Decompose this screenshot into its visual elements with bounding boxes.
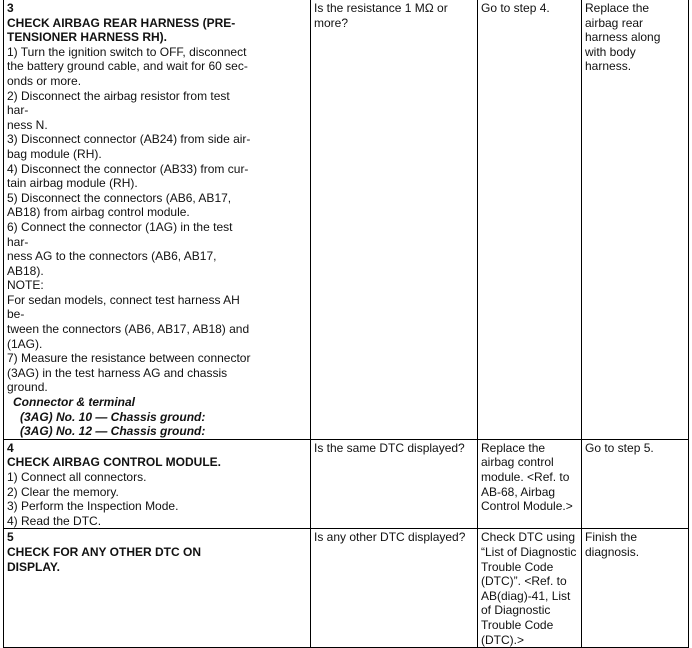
instruction-line: ness AG to the connectors (AB6, AB17, AB18). (7, 249, 217, 278)
instruction-line: 1) Turn the ignition switch to OFF, disconnect (7, 44, 247, 59)
check-cell: Is any other DTC displayed? (311, 529, 478, 648)
table-row (4, 529, 689, 648)
table-row (4, 439, 689, 529)
step-description (7, 16, 253, 439)
step-description (7, 455, 253, 528)
spec-line: (3AG) No. 10 — Chassis ground: (20, 409, 206, 424)
step-number: 5 (7, 530, 14, 545)
yes-cell: Check DTC using “List of Diagnostic Trouble Code (DTC)”. <Ref. to AB(diag)-41, List of Diagnostic Trouble Code (DTC).> (478, 529, 582, 648)
no-cell: Finish the diagnosis. (582, 529, 689, 648)
instruction-line: 2) Disconnect the airbag resistor from test har- (7, 88, 230, 118)
step-description (7, 545, 253, 574)
spec-heading: Connector & terminal (13, 395, 136, 410)
instruction-line: 3) Disconnect connector (AB24) from side air- (7, 132, 251, 147)
diagnostic-procedure-table (3, 0, 689, 648)
instruction-line: AB18) from airbag control module. (7, 205, 190, 220)
step-number: 4 (7, 440, 14, 455)
yes-cell: Go to step 4. (478, 0, 582, 439)
yes-cell: Replace the airbag control module. <Ref. to AB-68, Airbag Control Module.> (478, 439, 582, 529)
table-row (4, 0, 689, 439)
note-line: (1AG). (7, 336, 43, 351)
spec-line: (3AG) No. 12 — Chassis ground: (20, 424, 206, 439)
instruction-line: 6) Connect the connector (1AG) in the test har- (7, 219, 233, 249)
instruction-line: 4) Disconnect the connector (AB33) from cur- (7, 161, 249, 176)
instruction-line: (3AG) in the test harness AG and chassis (7, 365, 228, 380)
note-label: NOTE: (7, 278, 44, 293)
step-cell (4, 529, 311, 648)
instruction-line: 2) Clear the memory. (7, 484, 119, 499)
check-cell: Is the resistance 1 MΩ or more? (311, 0, 478, 439)
step-title: CHECK AIRBAG CONTROL MODULE. (7, 455, 221, 470)
instruction-line: 4) Read the DTC. (7, 513, 102, 528)
step-number: 3 (7, 1, 14, 15)
instruction-line: 7) Measure the resistance between connector (7, 351, 251, 366)
instruction-line: 3) Perform the Inspection Mode. (7, 499, 179, 514)
step-title: CHECK FOR ANY OTHER DTC ON DISPLAY. (7, 544, 202, 574)
step-title: TENSIONER HARNESS RH). (7, 30, 168, 45)
step-title: CHECK AIRBAG REAR HARNESS (PRE- (7, 15, 236, 30)
check-cell: Is the same DTC displayed? (311, 439, 478, 529)
instruction-line: tain airbag module (RH). (7, 176, 138, 191)
instruction-line: bag module (RH). (7, 146, 102, 161)
instruction-line: the battery ground cable, and wait for 60 sec- (7, 59, 248, 74)
instruction-line: 5) Disconnect the connectors (AB6, AB17, (7, 190, 232, 205)
note-line: For sedan models, connect test harness AH be- (7, 292, 240, 322)
instruction-line: ground. (7, 380, 48, 395)
step-cell (4, 0, 311, 439)
instruction-line: ness N. (7, 117, 48, 132)
no-cell: Replace the airbag rear harness along with body harness. (582, 0, 689, 439)
no-cell: Go to step 5. (582, 439, 689, 529)
instruction-line: 1) Connect all connectors. (7, 470, 147, 484)
step-cell (4, 439, 311, 529)
note-line: tween the connectors (AB6, AB17, AB18) and (7, 322, 250, 337)
instruction-line: onds or more. (7, 73, 82, 88)
